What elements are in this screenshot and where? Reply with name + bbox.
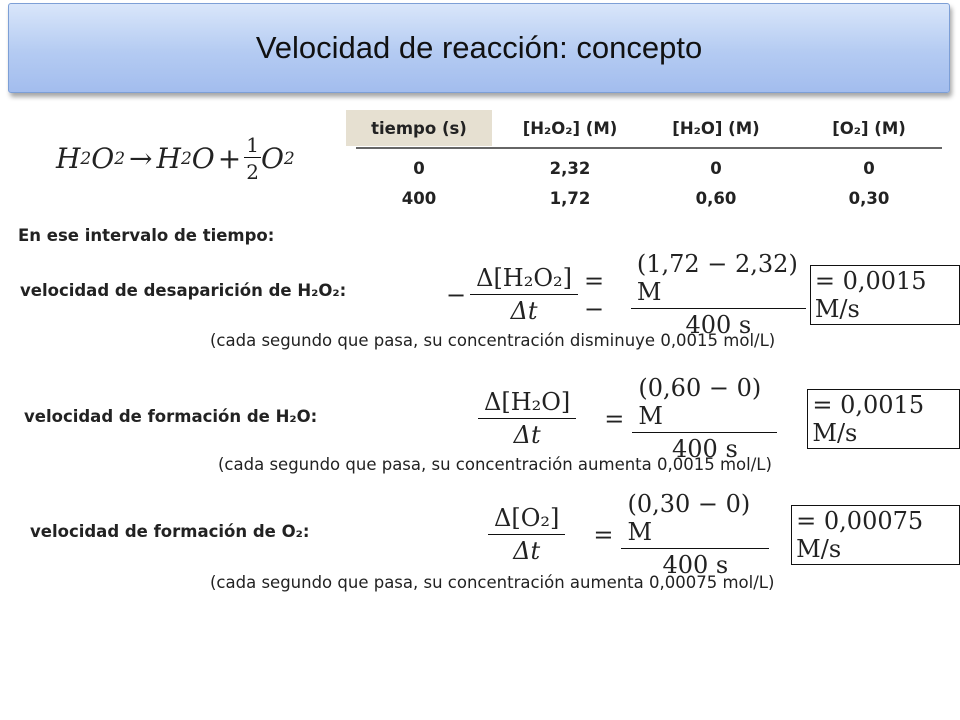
header-h2o2: [H₂O₂] (M) — [522, 119, 618, 138]
plus-sign: + — [217, 142, 242, 175]
rhs-den: 400 s — [662, 551, 729, 579]
rhs-fraction — [631, 250, 806, 339]
rhs-den: 400 s — [685, 311, 752, 339]
lhs-den: Δt — [510, 297, 538, 325]
product1-sub: 2 — [180, 148, 192, 169]
rhs-sign: = — [593, 520, 614, 549]
lhs-num: Δ[H₂O₂] — [470, 264, 578, 295]
rhs-sign: = — [604, 404, 625, 433]
interval-label: En ese intervalo de tiempo: — [18, 226, 275, 245]
rhs-num: (0,60 − 0) M — [632, 374, 777, 433]
result-box: = 0,0015 M/s — [807, 389, 960, 449]
table-header-rule — [356, 147, 942, 149]
note-o2: (cada segundo que pasa, su concentración aumenta 0,00075 mol/L) — [210, 573, 775, 592]
lhs-den: Δt — [513, 421, 541, 449]
half-fraction — [244, 133, 261, 184]
result-box: = 0,0015 M/s — [810, 265, 960, 325]
equation-o2 — [488, 490, 960, 579]
cell-h2o2-1: 1,72 — [549, 189, 591, 208]
lhs-num: Δ[H₂O] — [478, 388, 576, 419]
result-box: = 0,00075 M/s — [791, 505, 960, 565]
equation-h2o2 — [446, 250, 960, 339]
note-h2o: (cada segundo que pasa, su concentración aumenta 0,0015 mol/L) — [218, 455, 772, 474]
reactant-sub2: 2 — [114, 148, 126, 169]
lhs-den: Δt — [513, 537, 541, 565]
reactant-o: O — [91, 142, 115, 175]
lhs-fraction — [478, 388, 576, 449]
cell-time-0: 0 — [413, 159, 425, 178]
cell-o2-0: 0 — [863, 159, 875, 178]
cell-o2-1: 0,30 — [848, 189, 890, 208]
reactant-h: H — [56, 142, 81, 175]
rhs-den: 400 s — [672, 435, 738, 463]
reaction-equation — [56, 133, 295, 184]
half-num: 1 — [246, 133, 259, 157]
product2-sub: 2 — [283, 148, 295, 169]
product1-h: H — [156, 142, 181, 175]
label-h2o2-disappearance: velocidad de desaparición de H₂O₂: — [20, 281, 347, 300]
slide-title: Velocidad de reacción: concepto — [255, 30, 703, 65]
cell-h2o-1: 0,60 — [695, 189, 737, 208]
rhs-fraction — [621, 490, 769, 579]
reactant-sub1: 2 — [80, 148, 92, 169]
equation-h2o — [478, 374, 960, 463]
rhs-num: (1,72 − 2,32) M — [631, 250, 806, 309]
cell-time-1: 400 — [401, 189, 437, 208]
note-h2o2: (cada segundo que pasa, su concentración disminuye 0,0015 mol/L) — [210, 331, 776, 350]
product2-o: O — [260, 142, 284, 175]
title-banner — [8, 3, 950, 93]
lhs-fraction — [488, 504, 565, 565]
reaction-arrow: → — [129, 142, 153, 175]
label-h2o-formation: velocidad de formación de H₂O: — [24, 407, 318, 426]
half-den: 2 — [246, 160, 259, 184]
lhs-fraction — [470, 264, 578, 325]
label-o2-formation: velocidad de formación de O₂: — [30, 522, 310, 541]
cell-h2o2-0: 2,32 — [549, 159, 591, 178]
rhs-sign: = − — [584, 266, 605, 323]
product1-o: O — [191, 142, 215, 175]
rhs-fraction — [632, 374, 777, 463]
header-time: tiempo (s) — [371, 119, 467, 138]
lhs-sign: − — [446, 280, 467, 309]
lhs-num: Δ[O₂] — [488, 504, 565, 535]
header-o2: [O₂] (M) — [832, 119, 906, 138]
rhs-num: (0,30 − 0) M — [621, 490, 769, 549]
header-h2o: [H₂O] (M) — [672, 119, 760, 138]
cell-h2o-0: 0 — [710, 159, 722, 178]
